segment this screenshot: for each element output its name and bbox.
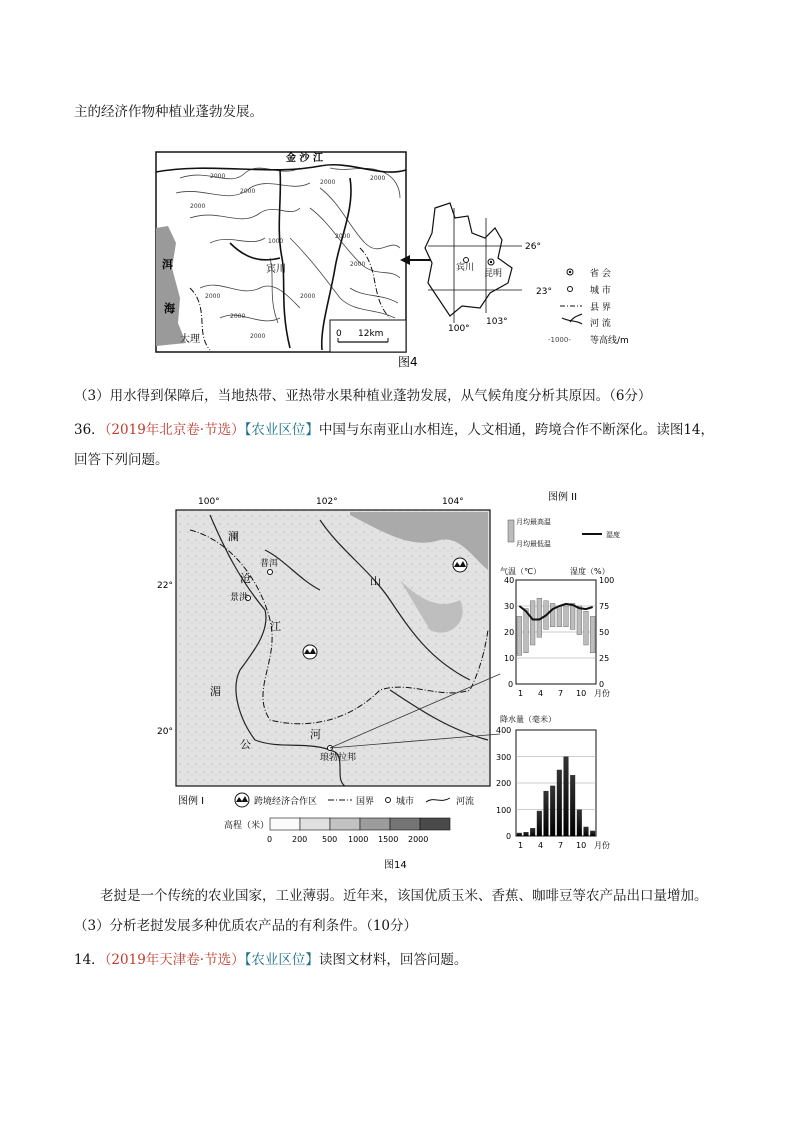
- svg-text:0: 0: [508, 680, 514, 689]
- svg-text:4: 4: [538, 689, 544, 698]
- temp-axis-label: 气温（℃）: [500, 567, 541, 576]
- fig14-map-frame: [176, 510, 490, 786]
- svg-text:2000: 2000: [250, 333, 266, 340]
- svg-text:40: 40: [504, 576, 515, 585]
- svg-text:湿度: 湿度: [606, 531, 620, 539]
- inset-kunming-label: 昆明: [484, 269, 503, 279]
- temp-range-bar: [577, 606, 582, 635]
- svg-text:琅勃拉邦: 琅勃拉邦: [320, 753, 357, 763]
- label-dali: 大理: [180, 334, 200, 345]
- temp-range-bar: [570, 603, 575, 629]
- svg-text:200: 200: [292, 835, 308, 844]
- fig14-legend-1: [178, 793, 474, 807]
- label-jinsha-river: 金 沙 江: [286, 153, 323, 164]
- svg-text:100: 100: [599, 576, 615, 585]
- temperature-humidity-chart: [500, 566, 614, 698]
- svg-text:2000: 2000: [335, 233, 351, 240]
- lon-100-label: 100°: [448, 324, 470, 334]
- city-puer: [268, 570, 273, 575]
- q36-tag: 【农业区位】: [244, 422, 319, 438]
- paragraph-top: 主的经济作物种植业蓬勃发展。: [74, 104, 263, 120]
- humidity-ticks: [599, 576, 614, 689]
- svg-text:25: 25: [599, 654, 610, 663]
- svg-text:10: 10: [576, 841, 587, 850]
- svg-text:城市: 城市: [396, 797, 415, 807]
- q14-number: 14．: [74, 952, 105, 968]
- humidity-axis-label: 湿度（%）: [570, 567, 610, 576]
- temp-range-bar: [557, 606, 562, 627]
- svg-text:景洪: 景洪: [230, 593, 249, 603]
- temp-range-bar: [524, 609, 529, 653]
- svg-text:沧: 沧: [240, 572, 251, 585]
- cross-border-zone-marker: [303, 645, 317, 659]
- fig4-caption: 图4: [398, 355, 418, 369]
- q36-number: 36．: [74, 422, 105, 438]
- label-er: 洱: [162, 258, 173, 271]
- paragraph-laos: 老挝是一个传统的农业国家，工业薄弱。近年来，该国优质玉米、香蕉、咖啡豆等农产品出口量增加。: [100, 888, 708, 904]
- lon-102-tick: 102°: [316, 497, 338, 507]
- svg-text:2000: 2000: [240, 188, 256, 195]
- label-hai: 海: [164, 302, 175, 315]
- svg-text:1000: 1000: [348, 835, 369, 844]
- fig14-legend-2: [508, 490, 620, 548]
- question-36-line1: [74, 420, 714, 440]
- svg-text:2000: 2000: [190, 203, 206, 210]
- svg-text:月均最高温: 月均最高温: [516, 518, 551, 526]
- temp-range-bar: [564, 606, 569, 627]
- precip-month-ticks: [518, 840, 610, 850]
- svg-text:1: 1: [518, 689, 524, 698]
- lon-103-label: 103°: [486, 317, 508, 327]
- svg-text:500: 500: [322, 835, 338, 844]
- elevation-scale: [224, 818, 450, 844]
- figure-4-map: [150, 148, 670, 368]
- precip-bar: [557, 770, 562, 836]
- svg-text:2000: 2000: [205, 293, 221, 300]
- lon-100-tick: 100°: [198, 497, 220, 507]
- svg-text:2000: 2000: [350, 261, 366, 268]
- svg-text:7: 7: [558, 841, 564, 850]
- svg-text:高程（米）: 高程（米）: [224, 821, 270, 831]
- svg-text:300: 300: [496, 753, 512, 762]
- svg-text:7: 7: [558, 689, 564, 698]
- svg-text:2000: 2000: [370, 175, 386, 182]
- q14-tag: 【农业区位】: [244, 952, 319, 968]
- precip-bar: [570, 775, 575, 836]
- temp-month-ticks: [518, 688, 610, 698]
- svg-text:0: 0: [267, 835, 273, 844]
- question-3-laos: （3）分析老挝发展多种优质农产品的有利条件。（10分）: [74, 918, 418, 934]
- svg-text:-1000-: -1000-: [548, 336, 571, 344]
- svg-text:1500: 1500: [378, 835, 399, 844]
- precip-bar: [523, 832, 528, 836]
- svg-text:图例 I: 图例 I: [178, 796, 205, 807]
- lat-20-tick: 20°: [157, 727, 173, 737]
- svg-text:公: 公: [240, 738, 251, 751]
- lat-23-label: 23°: [536, 287, 552, 297]
- question-14: [74, 950, 467, 970]
- svg-text:普洱: 普洱: [260, 559, 279, 569]
- precip-bar: [517, 833, 522, 836]
- svg-text:国界: 国界: [356, 797, 375, 807]
- precip-bar: [543, 791, 548, 836]
- q36-text: 中国与东南亚山水相连，人文相通，跨境合作不断深化。读图14，: [318, 422, 715, 438]
- svg-text:10: 10: [504, 654, 515, 663]
- temp-range-bar: [584, 611, 589, 645]
- precip-bar: [530, 828, 535, 836]
- precip-axis-label: 降水量（毫米）: [500, 715, 556, 724]
- inset-binchuan-label: 宾川: [456, 263, 475, 273]
- question-36-line2: 回答下列问题。: [74, 452, 169, 468]
- temp-range-bar: [590, 616, 595, 652]
- svg-text:月均最低温: 月均最低温: [516, 540, 551, 548]
- svg-text:河: 河: [310, 728, 321, 741]
- svg-text:2000: 2000: [408, 835, 429, 844]
- svg-text:2000: 2000: [300, 293, 316, 300]
- q36-source: （2019年北京卷·节选）: [104, 422, 245, 438]
- temp-range-bar: [517, 616, 522, 655]
- lon-104-tick: 104°: [442, 497, 464, 507]
- precip-ticks: [496, 726, 511, 841]
- precipitation-chart: [496, 714, 610, 850]
- svg-text:城 市: 城 市: [590, 286, 611, 296]
- svg-text:月份: 月份: [594, 689, 610, 698]
- precip-bar: [577, 810, 582, 837]
- precip-bar: [590, 831, 595, 836]
- precip-bar: [563, 757, 568, 837]
- svg-text:200: 200: [496, 779, 512, 788]
- precip-bar: [583, 827, 588, 836]
- temp-ticks: [504, 576, 514, 689]
- inset-binchuan-dot: [464, 258, 469, 263]
- label-binchuan: 宾川: [266, 264, 286, 275]
- svg-text:江: 江: [270, 620, 281, 633]
- svg-text:10: 10: [576, 689, 587, 698]
- svg-text:河流: 河流: [456, 797, 475, 807]
- svg-text:河 流: 河 流: [590, 319, 611, 329]
- svg-text:图例 II: 图例 II: [548, 492, 578, 503]
- scale-zero: 0: [336, 329, 342, 339]
- svg-text:2000: 2000: [320, 179, 336, 186]
- svg-text:30: 30: [504, 602, 515, 611]
- svg-text:山: 山: [370, 575, 381, 588]
- precip-bar: [537, 811, 542, 836]
- svg-text:省 会: 省 会: [590, 269, 611, 279]
- svg-text:2000: 2000: [230, 313, 246, 320]
- svg-text:跨境经济合作区: 跨境经济合作区: [254, 797, 318, 807]
- lat-26-label: 26°: [525, 242, 541, 252]
- svg-text:等高线/m: 等高线/m: [590, 336, 629, 346]
- svg-text:1: 1: [518, 841, 524, 850]
- svg-text:0: 0: [506, 832, 512, 841]
- svg-text:100: 100: [496, 806, 512, 815]
- svg-text:50: 50: [599, 628, 610, 637]
- temp-range-bar: [530, 601, 535, 645]
- fig14-caption: 图14: [384, 860, 407, 871]
- q14-text: 读图文材料，回答问题。: [318, 952, 468, 968]
- figure-14: [157, 490, 630, 871]
- cross-border-zone-marker: [453, 558, 467, 572]
- svg-text:2000: 2000: [210, 173, 226, 180]
- question-3-climate: （3）用水得到保障后，当地热带、亚热带水果种植业蓬勃发展，从气候角度分析其原因。（6分）: [74, 388, 652, 404]
- svg-text:0: 0: [599, 680, 605, 689]
- svg-text:20: 20: [504, 628, 515, 637]
- scale-km: 12km: [358, 329, 384, 339]
- svg-text:75: 75: [599, 602, 610, 611]
- svg-text:澜: 澜: [228, 530, 239, 543]
- temp-range-bar: [550, 603, 555, 626]
- svg-text:4: 4: [538, 841, 544, 850]
- svg-text:县 界: 县 界: [590, 303, 611, 313]
- svg-text:湄: 湄: [210, 685, 221, 698]
- fig4-legend: [548, 267, 629, 346]
- svg-text:月份: 月份: [594, 841, 610, 850]
- precip-bar: [550, 786, 555, 836]
- svg-text:400: 400: [496, 726, 512, 735]
- lat-22-tick: 22°: [157, 581, 173, 591]
- q14-source: （2019年天津卷·节选）: [104, 952, 245, 968]
- svg-text:1000: 1000: [268, 238, 284, 245]
